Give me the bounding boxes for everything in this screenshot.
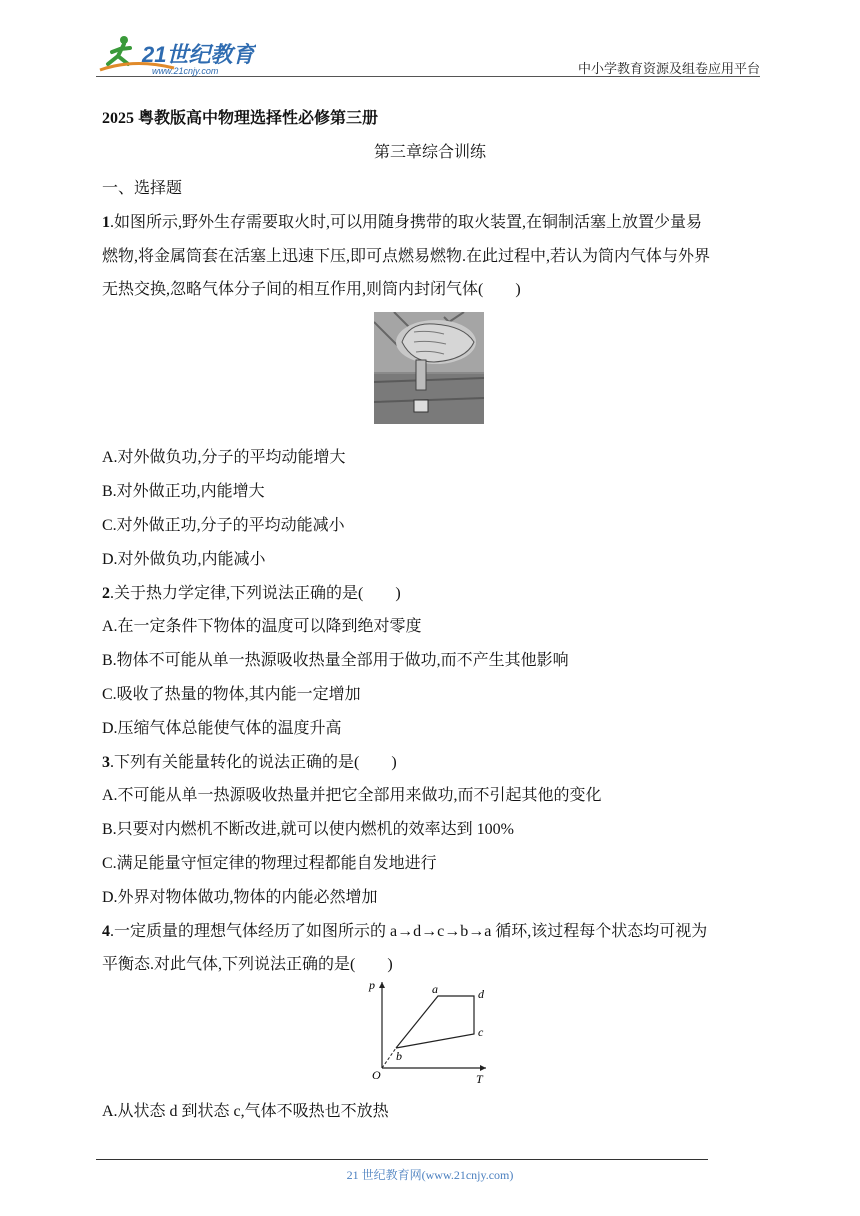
- question-3-option-d: D.外界对物体做功,物体的内能必然增加: [102, 889, 378, 906]
- point-a-label: a: [432, 982, 438, 996]
- point-d-label: d: [478, 987, 484, 1001]
- question-1-line-1: 1.如图所示,野外生存需要取火时,可以用随身携带的取火装置,在铜制活塞上放置少量易: [102, 214, 703, 231]
- question-4-line-1: 4.一定质量的理想气体经历了如图所示的 a→d→c→b→a 循环,该过程每个状态均可视为: [102, 923, 708, 940]
- question-1-option-d: D.对外做负功,内能减小: [102, 551, 266, 568]
- section-title: 一、选择题: [102, 180, 183, 197]
- question-number: 1: [102, 214, 110, 231]
- question-1-option-b: B.对外做正功,内能增大: [102, 483, 265, 500]
- question-2-stem: 2.关于热力学定律,下列说法正确的是( ): [102, 585, 401, 602]
- question-3-option-c: C.满足能量守恒定律的物理过程都能自发地进行: [102, 855, 437, 872]
- question-1-option-c: C.对外做正功,分子的平均动能减小: [102, 517, 345, 534]
- question-3-stem: 3.下列有关能量转化的说法正确的是( ): [102, 754, 397, 771]
- question-number: 2: [102, 585, 110, 602]
- p-t-graph: [364, 976, 492, 1088]
- question-2-option-a: A.在一定条件下物体的温度可以降到绝对零度: [102, 618, 422, 635]
- book-title: 2025 粤教版高中物理选择性必修第三册: [102, 110, 379, 127]
- footer-divider: [96, 1159, 708, 1160]
- footer-link[interactable]: 21 世纪教育网(www.21cnjy.com): [346, 1168, 514, 1182]
- question-2-option-b: B.物体不可能从单一热源吸收热量全部用于做功,而不产生其他影响: [102, 652, 569, 669]
- logo-text: 21世纪教育: [142, 42, 255, 67]
- header-divider: [96, 76, 760, 77]
- point-c-label: c: [478, 1025, 484, 1039]
- question-3-option-b: B.只要对内燃机不断改进,就可以使内燃机的效率达到 100%: [102, 821, 515, 838]
- question-number: 3: [102, 754, 110, 771]
- question-4-line-2: 平衡态.对此气体,下列说法正确的是( ): [102, 956, 393, 973]
- question-1-option-a: A.对外做负功,分子的平均动能增大: [102, 449, 346, 466]
- question-number: 4: [102, 923, 110, 940]
- chapter-title: 第三章综合训练: [373, 144, 486, 161]
- question-1-line-3: 无热交换,忽略气体分子间的相互作用,则筒内封闭气体( ): [102, 281, 521, 298]
- question-2-option-d: D.压缩气体总能使气体的温度升高: [102, 720, 342, 737]
- platform-label: 中小学教育资源及组卷应用平台: [577, 61, 760, 76]
- x-axis-label: T: [476, 1072, 483, 1086]
- question-1-line-2: 燃物,将金属筒套在活塞上迅速下压,即可点燃易燃物.在此过程中,若认为筒内气体与外界: [102, 248, 711, 265]
- fire-starter-photo: [374, 312, 484, 424]
- y-axis-label: p: [369, 978, 375, 992]
- question-3-option-a: A.不可能从单一热源吸收热量并把它全部用来做功,而不引起其他的变化: [102, 787, 602, 804]
- origin-label: O: [372, 1068, 381, 1082]
- site-logo: [94, 34, 256, 78]
- logo-url: www.21cnjy.com: [152, 66, 219, 76]
- question-2-option-c: C.吸收了热量的物体,其内能一定增加: [102, 686, 361, 703]
- question-4-option-a: A.从状态 d 到状态 c,气体不吸热也不放热: [102, 1103, 389, 1120]
- point-b-label: b: [396, 1049, 402, 1063]
